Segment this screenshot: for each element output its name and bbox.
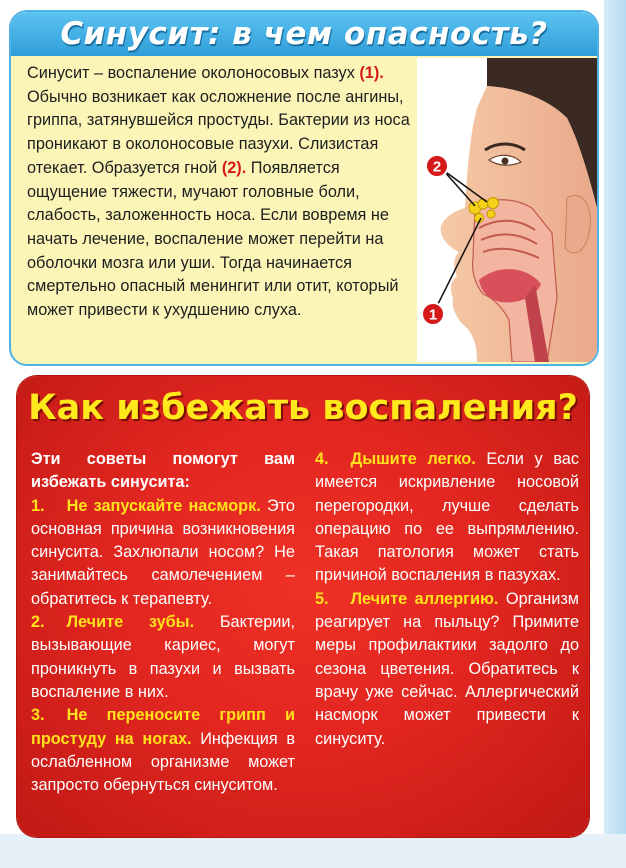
description-part-1: Синусит – воспаление околоносовых пазух bbox=[27, 64, 360, 82]
tip-4 bbox=[315, 448, 579, 588]
head-anatomy-illustration bbox=[417, 58, 597, 362]
tip-text: Это основная причина возникновения синусита. Захлюпали носом? Не занимайтесь самолечением – обратитесь к терапевту. bbox=[31, 496, 295, 608]
tip-number: 1. bbox=[31, 496, 45, 515]
label-badge-1 bbox=[422, 303, 444, 325]
tip-title: Лечите зубы. bbox=[66, 613, 195, 632]
tip-text: Организм реагирует на пыльцу? Примите меры профилактики задолго до сезона цветения. Обратитесь к врачу уже сейчас. Аллергический насморк может привести к синуситу. bbox=[315, 589, 579, 748]
tip-number: 5. bbox=[315, 589, 329, 608]
marker-1: (1). bbox=[359, 64, 384, 82]
tips-intro: Эти советы помогут вам избежать синусита: bbox=[31, 450, 295, 492]
tip-1 bbox=[31, 495, 295, 611]
label-badge-2 bbox=[426, 155, 448, 177]
panel-title: Синусит: в чем опасность? bbox=[11, 12, 597, 56]
tip-text: Инфекция в ослабленном организме может запросто обернуться синуситом. bbox=[31, 729, 296, 795]
tip-text: Если у вас имеется искривление носовой перегородки, лучше сделать операцию по ее выпрямлению. Такая патология может стать причиной воспаления в пазухах. bbox=[315, 450, 579, 585]
tips-column-left bbox=[31, 448, 295, 797]
label-2: 2 bbox=[432, 158, 442, 176]
tips-column-right bbox=[315, 448, 579, 751]
sinusitis-description bbox=[27, 62, 415, 323]
label-1: 1 bbox=[428, 306, 438, 324]
tip-text: Бактерии, вызывающие кариес, могут проникнуть в пазухи и вызвать воспаление в них. bbox=[31, 613, 295, 701]
tips-title: Как избежать воспаления? bbox=[28, 388, 578, 428]
tip-number: 3. bbox=[31, 706, 45, 725]
tip-5 bbox=[315, 588, 579, 751]
tip-title: Дышите легко. bbox=[350, 450, 476, 468]
tip-title: Не переносите грипп и простуду на ногах. bbox=[31, 706, 295, 748]
tip-title: Не запускайте насморк. bbox=[66, 496, 261, 515]
tip-number: 4. bbox=[315, 450, 329, 468]
sinusitis-info-panel bbox=[9, 10, 599, 366]
description-part-3: Появляется ощущение тяжести, мучают головные боли, слабость, заложенность носа. Если вовремя не начать лечение, воспаление может перейти на оболочки мозга или уши. Тогда начинается смертельно опасный менингит или отит, который может привести к ухудшению слуха. bbox=[27, 158, 399, 320]
tip-number: 2. bbox=[31, 613, 45, 632]
tip-title: Лечите аллергию. bbox=[350, 589, 499, 608]
side-stripe bbox=[604, 0, 626, 868]
bottom-band bbox=[0, 834, 626, 868]
description-part-2: Обычно возникает как осложнение после ангины, гриппа, затянувшейся простуды. Бактерии из носа проникают в околоносовые пазухи. Слизистая отекает. Образуется гной bbox=[27, 87, 410, 177]
tip-2 bbox=[31, 611, 295, 704]
prevention-tips-panel bbox=[17, 376, 589, 837]
marker-2: (2). bbox=[221, 158, 247, 177]
tip-3 bbox=[31, 704, 295, 797]
